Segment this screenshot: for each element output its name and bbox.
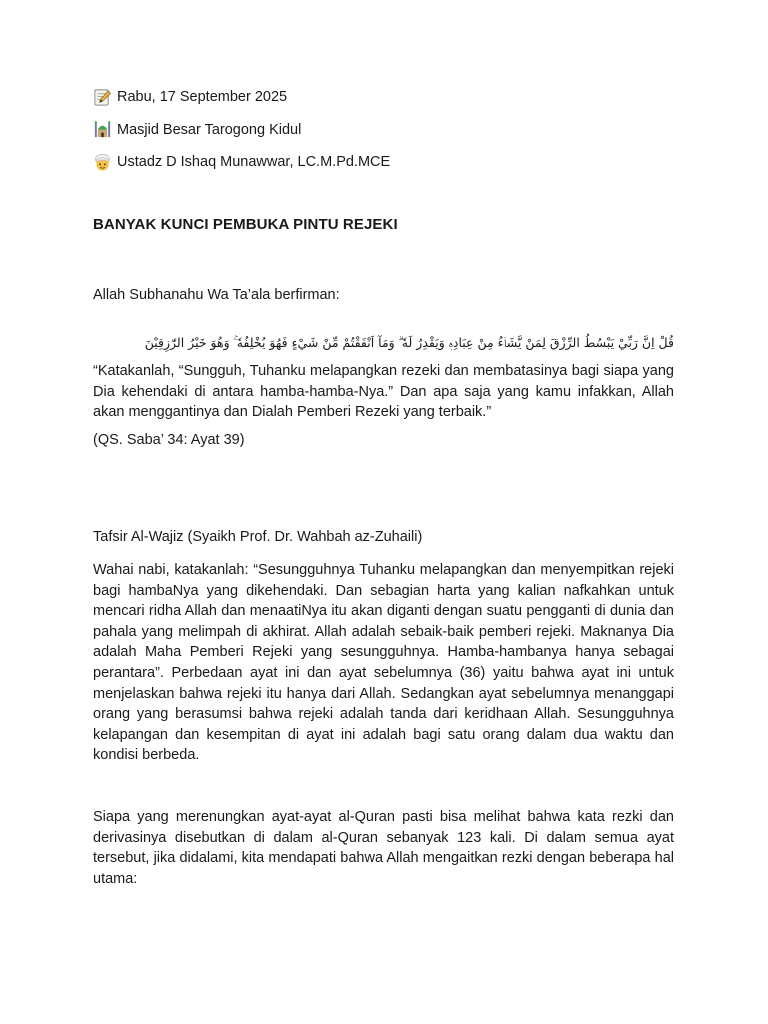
document-page bbox=[93, 86, 674, 889]
tafsir-paragraph: Wahai nabi, katakanlah: “Sesungguhnya Tuhanku melapangkan dan menyempitkan rejeki bagi hambaNya yang dikehendaki. Dan sebagian harta yang kalian nafkahkan untuk mencari ridha Allah dan menaatiNya itu akan diganti dengan suatu pengganti di dunia dan pahala yang melimpah di akhirat. Allah adalah sebaik-baik pemberi rejeki. Maknanya Dia adalah Maha Pemberi Rejeki yang sesungguhnya. Hamba-hambanya hanya sebagai perantara”. Perbedaan ayat ini dan ayat sebelumnya (36) yaitu bahwa ayat ini untuk menjelaskan bahwa rejeki itu hanya dari Allah. Sedangkan ayat sebelumnya menanggapi orang yang berasumsi bahwa rejeki adalah tanda dari keridhaan Allah. Sesungguhnya kelapangan dan kesempitan di ayat ini adalah bagi satu orang dalam dua waktu dan kondisi berbeda. bbox=[93, 561, 674, 764]
date-line bbox=[93, 86, 674, 108]
location-line bbox=[93, 119, 674, 141]
page-title: BANYAK KUNCI PEMBUKA PINTU REJEKI bbox=[93, 216, 398, 233]
speaker-text: Ustadz D Ishaq Munawwar, LC.M.Pd.MCE bbox=[117, 154, 391, 170]
tafsir-heading: Tafsir Al-Wajiz (Syaikh Prof. Dr. Wahbah az-Zuhaili) bbox=[93, 529, 423, 546]
arabic-verse: قُلْ اِنَّ رَبِّيْ يَبْسُطُ الرِّزْقَ لِمَنْ يَّشَاۤءُ مِنْ عِبَادِهٖ وَيَقْدِرُ لَهٗ ۗ وَمَآ اَنْفَقْتُمْ مِّنْ شَيْءٍ فَهُوَ يُخْلِفُهٗ ۚ وَهُوَ خَيْرُ الرّٰزِقِيْنَ bbox=[144, 335, 674, 350]
verse-translation: “Katakanlah, “Sungguh, Tuhanku melapangkan rezeki dan membatasinya bagi siapa yang Dia kehendaki di antara hamba-hamba-Nya.” Dan apa saja yang kamu infakkan, Allah akan menggantinya dan Dialah Pemberi Rezeki yang terbaik.” bbox=[93, 363, 674, 421]
date-text: Rabu, 17 September 2025 bbox=[117, 89, 288, 105]
intro-text: Allah Subhanahu Wa Ta’ala berfirman: bbox=[93, 287, 340, 303]
speaker-line bbox=[93, 151, 674, 173]
reflection-paragraph: Siapa yang merenungkan ayat-ayat al-Quran pasti bisa melihat bahwa kata rezki dan derivasinya disebutkan di dalam al-Quran sebanyak 123 kali. Di dalam semua ayat tersebut, jika didalami, kita mendapati bahwa Allah mengaitkan rezki dengan beberapa hal utama: bbox=[93, 808, 674, 887]
location-text: Masjid Besar Tarogong Kidul bbox=[117, 121, 302, 138]
verse-source: (QS. Saba’ 34: Ayat 39) bbox=[93, 431, 245, 448]
memo-icon bbox=[93, 88, 112, 107]
man-with-turban-icon bbox=[93, 153, 112, 172]
mosque-icon bbox=[93, 120, 112, 139]
